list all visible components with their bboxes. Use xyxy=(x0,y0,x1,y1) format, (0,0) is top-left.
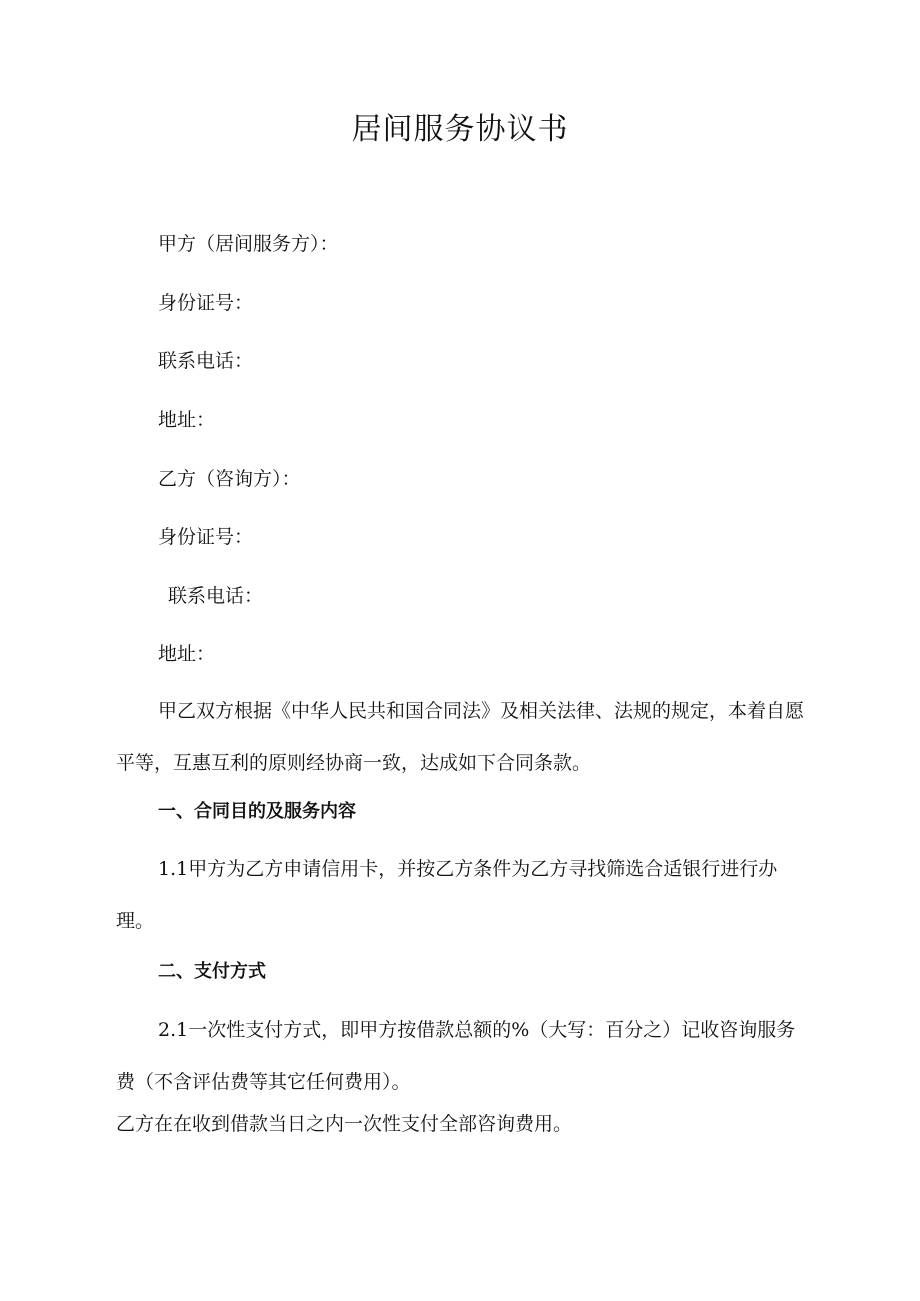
party-a-id-label: 身份证号： xyxy=(158,292,254,314)
party-a-address-label: 地址： xyxy=(158,409,216,431)
party-a-label: 甲方（居间服务方）： xyxy=(158,233,339,255)
party-b-address-label: 地址： xyxy=(158,643,216,665)
clause-2-1: 2.1一次性支付方式，即甲方按借款总额的%（大写：百分之）记收咨询服务费（不含评估费等其它任何费用）。 xyxy=(116,1019,796,1093)
document-title: 居间服务协议书 xyxy=(351,112,569,147)
party-a-phone-label: 联系电话： xyxy=(158,350,254,372)
section-2-heading: 二、支付方式 xyxy=(158,961,266,982)
section-1-heading: 一、合同目的及服务内容 xyxy=(158,801,356,822)
preamble-paragraph: 甲乙双方根据《中华人民共和国合同法》及相关法律、法规的规定，本着自愿平等，互惠互利的原则经协商一致，达成如下合同条款。 xyxy=(116,700,805,774)
payment-note: 乙方在在收到借款当日之内一次性支付全部咨询费用。 xyxy=(116,1113,573,1135)
party-b-phone-label: 联系电话： xyxy=(168,585,264,607)
clause-1-1: 1.1甲方为乙方申请信用卡，并按乙方条件为乙方寻找筛选合适银行进行办理。 xyxy=(116,858,778,932)
party-b-label: 乙方（咨询方）： xyxy=(158,468,301,490)
party-b-id-label: 身份证号： xyxy=(158,526,254,548)
